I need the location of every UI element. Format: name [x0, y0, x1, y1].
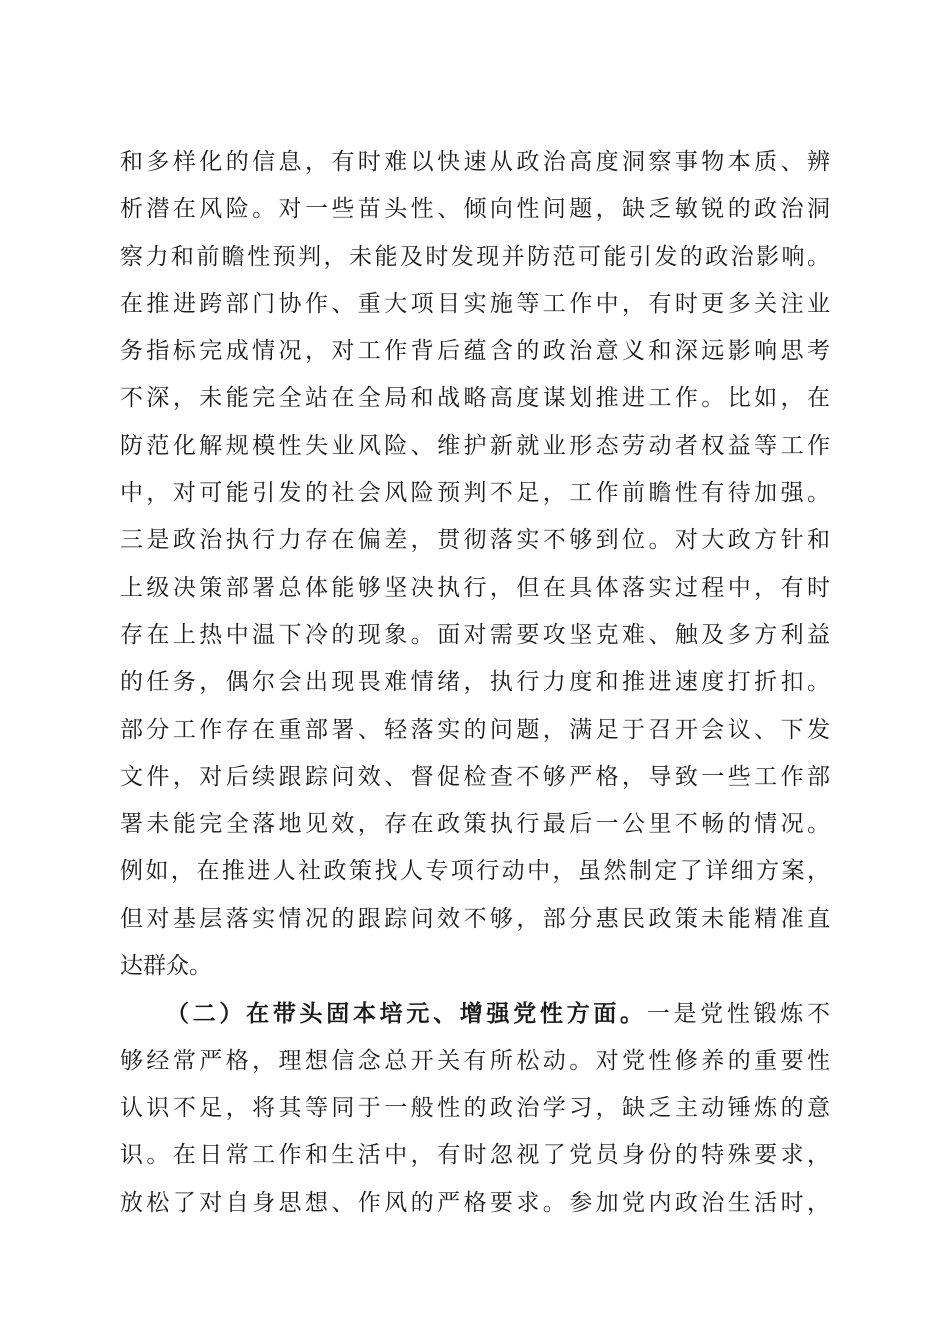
text-line: 够经常严格，理想信念总开关有所松动。对党性修养的重要性: [120, 1047, 830, 1074]
text-line: 达群众。: [120, 953, 212, 980]
section-first-line: [120, 990, 830, 1037]
section-first-line-text: 一是党性锻炼不: [646, 1001, 831, 1028]
text-line: 的任务，偶尔会出现畏难情绪，执行力度和推进速度打折扣。: [120, 669, 830, 696]
document-body: [120, 139, 830, 1227]
text-line: 中，对可能引发的社会风险预判不足，工作前瞻性有待加强。: [120, 480, 830, 507]
text-line: 文件，对后续跟踪问效、督促检查不够严格，导致一些工作部: [120, 763, 830, 790]
text-line: 署未能完全落地见效，存在政策执行最后一公里不畅的情况。: [120, 811, 830, 838]
text-line: 务指标完成情况，对工作背后蕴含的政治意义和深远影响思考: [120, 338, 830, 365]
text-line: 上级决策部署总体能够坚决执行，但在具体落实过程中，有时: [120, 574, 830, 601]
text-line: 防范化解规模性失业风险、维护新就业形态劳动者权益等工作: [120, 432, 830, 459]
text-line: 例如，在推进人社政策找人专项行动中，虽然制定了详细方案，: [120, 858, 830, 885]
text-line: 不深，未能完全站在全局和战略高度谋划推进工作。比如，在: [120, 385, 830, 412]
text-line: 三是政治执行力存在偏差，贯彻落实不够到位。对大政方针和: [120, 527, 830, 554]
text-line: 和多样化的信息，有时难以快速从政治高度洞察事物本质、辨: [120, 149, 830, 175]
text-line: 析潜在风险。对一些苗头性、倾向性问题，缺乏敏锐的政治洞: [120, 196, 830, 223]
text-line: 认识不足，将其等同于一般性的政治学习，缺乏主动锤炼的意: [120, 1094, 830, 1121]
text-line: 识。在日常工作和生活中，有时忽视了党员身份的特殊要求，: [120, 1142, 830, 1169]
text-line: 部分工作存在重部署、轻落实的问题，满足于召开会议、下发: [120, 716, 830, 743]
text-line: 在推进跨部门协作、重大项目实施等工作中，有时更多关注业: [120, 290, 830, 317]
text-line: 存在上热中温下冷的现象。面对需要攻坚克难、触及多方利益: [120, 621, 830, 648]
section-heading: （二）在带头固本培元、增强党性方面。: [166, 1000, 647, 1028]
text-line: 放松了对自身思想、作风的严格要求。参加党内政治生活时，: [120, 1189, 830, 1216]
text-line: 察力和前瞻性预判，未能及时发现并防范可能引发的政治影响。: [120, 243, 830, 270]
text-line: 但对基层落实情况的跟踪问效不够，部分惠民政策未能精准直: [120, 905, 830, 932]
